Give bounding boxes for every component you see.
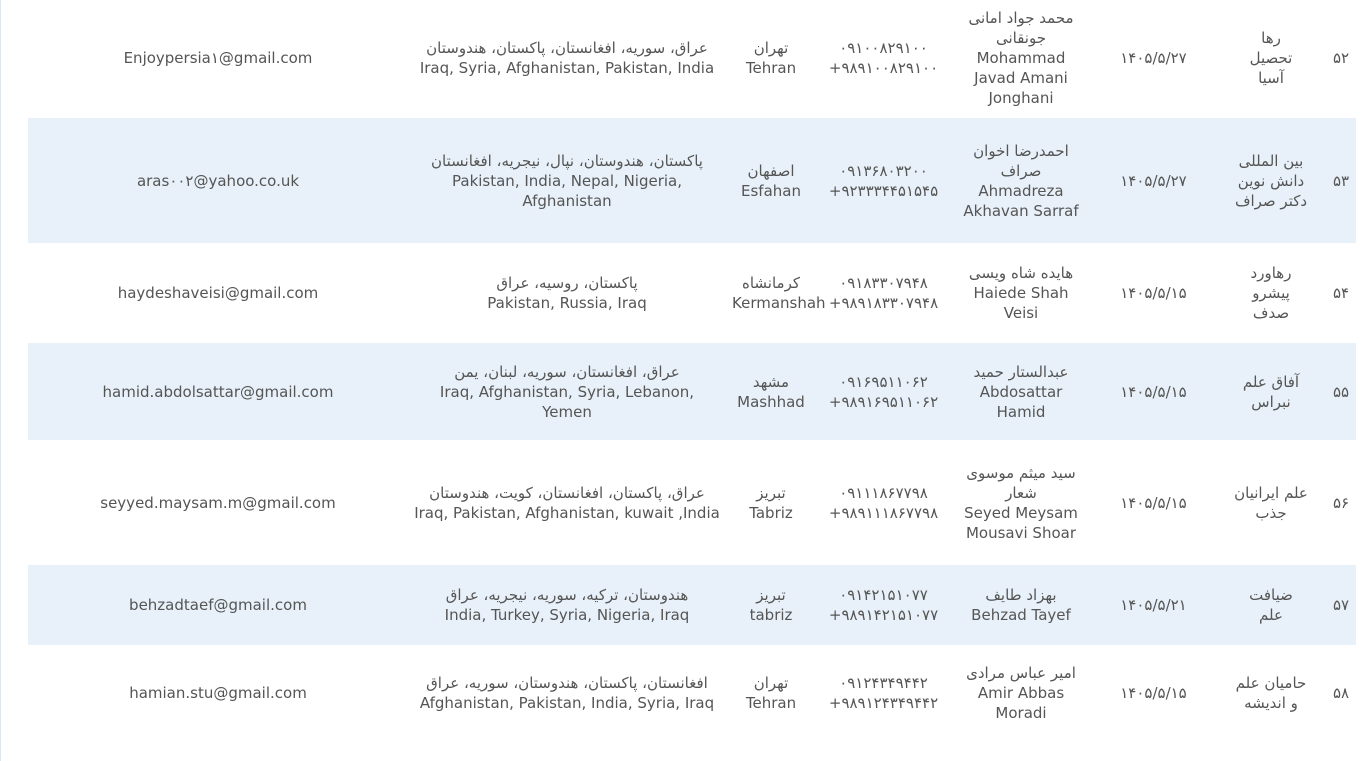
phone-international: +۹۸۹۱۴۲۱۵۱۰۷۷: [828, 606, 939, 624]
registration-date: ۱۴۰۵/۵/۱۵: [1120, 284, 1187, 302]
countries-fa: عراق، پاکستان، افغانستان، کویت، هندوستان: [429, 483, 705, 502]
city-cell: [726, 440, 816, 565]
email-link[interactable]: aras۰۰۲@yahoo.co.uk: [136, 171, 300, 190]
date-cell: [1091, 0, 1216, 118]
countries-en: Pakistan, Russia, Iraq: [487, 294, 647, 312]
person-name-fa: عبدالستار حمید: [973, 362, 1069, 381]
table-row: [28, 0, 1356, 118]
phone-cell: [816, 565, 951, 645]
row-number-cell: [1326, 565, 1356, 645]
company-name-line: پیشرو: [1252, 284, 1290, 302]
email-cell: [28, 0, 408, 118]
city-fa: تهران: [753, 39, 789, 57]
city-fa: تبریز: [756, 483, 786, 502]
table-row: [28, 565, 1356, 645]
date-cell: [1091, 243, 1216, 343]
person-name-fa: هایده شاه ویسی: [968, 264, 1074, 282]
row-number-cell: [1326, 0, 1356, 118]
row-number-cell: [1326, 343, 1356, 440]
countries-en: Pakistan, India, Nepal, Nigeria, Afghanistan: [452, 171, 682, 210]
person-name-fa: محمد جواد امانی جونقانی: [968, 9, 1074, 47]
city-en: Tabriz: [749, 503, 793, 522]
company-name-line: ضیافت: [1249, 586, 1293, 604]
email-link[interactable]: behzadtaef@gmail.com: [129, 596, 307, 614]
row-number: ۵۸: [1332, 684, 1350, 702]
city-en: Kermanshah: [732, 294, 826, 312]
registration-date: ۱۴۰۵/۵/۱۵: [1120, 684, 1187, 702]
company-name-line: بین المللی: [1238, 151, 1304, 170]
city-fa: تهران: [753, 674, 789, 692]
phone-international: +۹۸۹۱۲۴۳۴۹۴۴۲: [828, 694, 939, 712]
date-cell: [1091, 565, 1216, 645]
countries-fa: پاکستان، هندوستان، نپال، نیجریه، افغانستان: [431, 151, 703, 170]
countries-cell: [408, 0, 726, 118]
countries-fa: پاکستان، روسیه، عراق: [496, 274, 638, 292]
email-cell: [28, 343, 408, 440]
company-name-line: علم ایرانیان: [1234, 483, 1308, 502]
date-cell: [1091, 118, 1216, 243]
city-fa: تبریز: [756, 586, 786, 604]
table-row: [28, 243, 1356, 343]
company-name-line: دانش نوین: [1237, 171, 1305, 190]
registration-date: ۱۴۰۵/۵/۲۷: [1120, 171, 1187, 190]
row-number-cell: [1326, 440, 1356, 565]
company-cell: [1216, 565, 1326, 645]
person-name-fa: سید میثم موسوی شعار: [966, 463, 1076, 502]
person-name-en: Ahmadreza Akhavan Sarraf: [963, 181, 1079, 220]
email-link[interactable]: hamid.abdolsattar@gmail.com: [102, 382, 334, 401]
name-cell: [951, 118, 1091, 243]
city-en: Tehran: [745, 694, 797, 712]
phone-international: +۹۸۹۱۶۹۵۱۱۰۶۲: [828, 392, 939, 411]
countries-fa: عراق، سوریه، افغانستان، پاکستان، هندوستان: [426, 39, 708, 57]
company-name-line: جذب: [1255, 503, 1287, 522]
person-name-fa: احمدرضا اخوان صراف: [973, 141, 1069, 180]
company-cell: [1216, 118, 1326, 243]
row-number-cell: [1326, 243, 1356, 343]
email-cell: [28, 440, 408, 565]
countries-en: Iraq, Syria, Afghanistan, Pakistan, India: [419, 59, 715, 77]
company-name-line: آفاق علم: [1242, 372, 1300, 391]
row-number: ۵۴: [1332, 284, 1350, 302]
countries-fa: افغانستان، پاکستان، هندوستان، سوریه، عراق: [426, 674, 708, 692]
city-cell: [726, 243, 826, 343]
person-name-fa: امیر عباس مرادی: [966, 664, 1076, 682]
countries-cell: [408, 243, 726, 343]
company-name-line: نبراس: [1251, 392, 1291, 411]
table-row: [28, 118, 1356, 243]
city-fa: مشهد: [752, 372, 790, 391]
phone-mobile: ۰۹۱۸۳۳۰۷۹۴۸: [839, 274, 928, 292]
person-name-en: Amir Abbas Moradi: [977, 684, 1065, 722]
company-name-line: و اندیشه: [1244, 694, 1298, 712]
row-number: ۵۳: [1332, 171, 1350, 190]
phone-international: +۹۸۹۱۱۱۸۶۷۷۹۸: [828, 503, 939, 522]
date-cell: [1091, 645, 1216, 741]
countries-cell: [408, 118, 726, 243]
countries-en: Iraq, Pakistan, Afghanistan, kuwait ,India: [414, 503, 720, 522]
countries-en: Iraq, Afghanistan, Syria, Lebanon, Yemen: [439, 382, 695, 421]
company-cell: [1216, 343, 1326, 440]
phone-international: +۹۸۹۱۸۳۳۰۷۹۴۸: [828, 294, 939, 312]
company-cell: [1216, 440, 1326, 565]
phone-cell: [816, 440, 951, 565]
company-name-line: صدف: [1252, 304, 1290, 322]
city-cell: [726, 118, 816, 243]
name-cell: [951, 0, 1091, 118]
phone-cell: [816, 645, 951, 741]
email-link[interactable]: hamian.stu@gmail.com: [129, 684, 307, 702]
person-name-en: Abdosattar Hamid: [979, 382, 1063, 421]
email-link[interactable]: seyyed.maysam.m@gmail.com: [100, 493, 336, 512]
company-cell: [1216, 243, 1326, 343]
phone-international: +۹۲۳۳۳۴۴۵۱۵۴۵: [828, 181, 939, 200]
registration-date: ۱۴۰۵/۵/۱۵: [1120, 493, 1187, 512]
company-cell: [1216, 645, 1326, 741]
name-cell: [951, 645, 1091, 741]
phone-mobile: ۰۹۱۳۶۸۰۳۲۰۰: [839, 161, 928, 180]
registration-date: ۱۴۰۵/۵/۲۱: [1120, 596, 1187, 614]
phone-mobile: ۰۹۱۲۴۳۴۹۴۴۲: [839, 674, 928, 692]
row-number-cell: [1326, 645, 1356, 741]
phone-cell: [816, 343, 951, 440]
company-name-line: دکتر صراف: [1234, 191, 1308, 210]
countries-cell: [408, 565, 726, 645]
email-cell: [28, 118, 408, 243]
city-cell: [726, 0, 816, 118]
phone-international: +۹۸۹۱۰۰۸۲۹۱۰۰: [828, 59, 939, 77]
name-cell: [951, 565, 1091, 645]
city-fa: اصفهان: [747, 161, 795, 180]
person-name-en: Seyed Meysam Mousavi Shoar: [964, 503, 1078, 542]
countries-fa: عراق، افغانستان، سوریه، لبنان، یمن: [454, 362, 680, 381]
company-name-line: تحصیل: [1249, 49, 1293, 67]
countries-en: India, Turkey, Syria, Nigeria, Iraq: [444, 606, 690, 624]
table-row: [28, 343, 1356, 440]
city-cell: [726, 343, 816, 440]
city-cell: [726, 645, 816, 741]
person-name-fa: بهزاد طایف: [985, 586, 1057, 604]
row-number: ۵۵: [1332, 382, 1350, 401]
city-fa: کرمانشاه: [741, 274, 800, 292]
row-number: ۵۷: [1332, 596, 1350, 614]
city-en: Mashhad: [737, 392, 805, 411]
row-number: ۵۲: [1332, 49, 1350, 67]
phone-cell: [816, 243, 951, 343]
company-name-line: رهاورد: [1250, 264, 1292, 282]
phone-mobile: ۰۹۱۰۰۸۲۹۱۰۰: [839, 39, 928, 57]
email-link[interactable]: Enjoypersia۱@gmail.com: [123, 49, 313, 67]
registration-date: ۱۴۰۵/۵/۱۵: [1120, 382, 1187, 401]
table-row: [28, 440, 1356, 565]
email-link[interactable]: haydeshaveisi@gmail.com: [117, 284, 319, 302]
person-name-en: Haiede Shah Veisi: [973, 284, 1069, 322]
row-number-cell: [1326, 118, 1356, 243]
person-name-en: Mohammad Javad Amani Jonghani: [974, 49, 1068, 107]
row-number: ۵۶: [1332, 493, 1350, 512]
city-cell: [726, 565, 816, 645]
company-cell: [1216, 0, 1326, 118]
city-en: Tehran: [745, 59, 797, 77]
agencies-table: [28, 0, 1356, 741]
countries-fa: هندوستان، ترکیه، سوریه، نیجریه، عراق: [445, 586, 689, 604]
name-cell: [951, 440, 1091, 565]
name-cell: [951, 243, 1091, 343]
registration-date: ۱۴۰۵/۵/۲۷: [1120, 49, 1187, 67]
date-cell: [1091, 343, 1216, 440]
phone-cell: [816, 0, 951, 118]
countries-cell: [408, 440, 726, 565]
person-name-en: Behzad Tayef: [971, 606, 1071, 624]
email-cell: [28, 645, 408, 741]
company-name-line: آسیا: [1258, 69, 1284, 87]
countries-en: Afghanistan, Pakistan, India, Syria, Iraq: [419, 694, 715, 712]
city-en: Esfahan: [741, 181, 801, 200]
countries-cell: [408, 343, 726, 440]
phone-mobile: ۰۹۱۶۹۵۱۱۰۶۲: [839, 372, 928, 391]
email-cell: [28, 243, 408, 343]
city-en: tabriz: [749, 606, 793, 624]
table-body: [28, 0, 1356, 741]
company-name-line: علم: [1259, 606, 1283, 624]
company-name-line: حامیان علم: [1235, 674, 1307, 692]
phone-mobile: ۰۹۱۴۲۱۵۱۰۷۷: [839, 586, 928, 604]
date-cell: [1091, 440, 1216, 565]
company-name-line: رها: [1261, 29, 1281, 47]
table-row: [28, 645, 1356, 741]
phone-cell: [816, 118, 951, 243]
countries-cell: [408, 645, 726, 741]
name-cell: [951, 343, 1091, 440]
email-cell: [28, 565, 408, 645]
phone-mobile: ۰۹۱۱۱۸۶۷۷۹۸: [839, 483, 928, 502]
